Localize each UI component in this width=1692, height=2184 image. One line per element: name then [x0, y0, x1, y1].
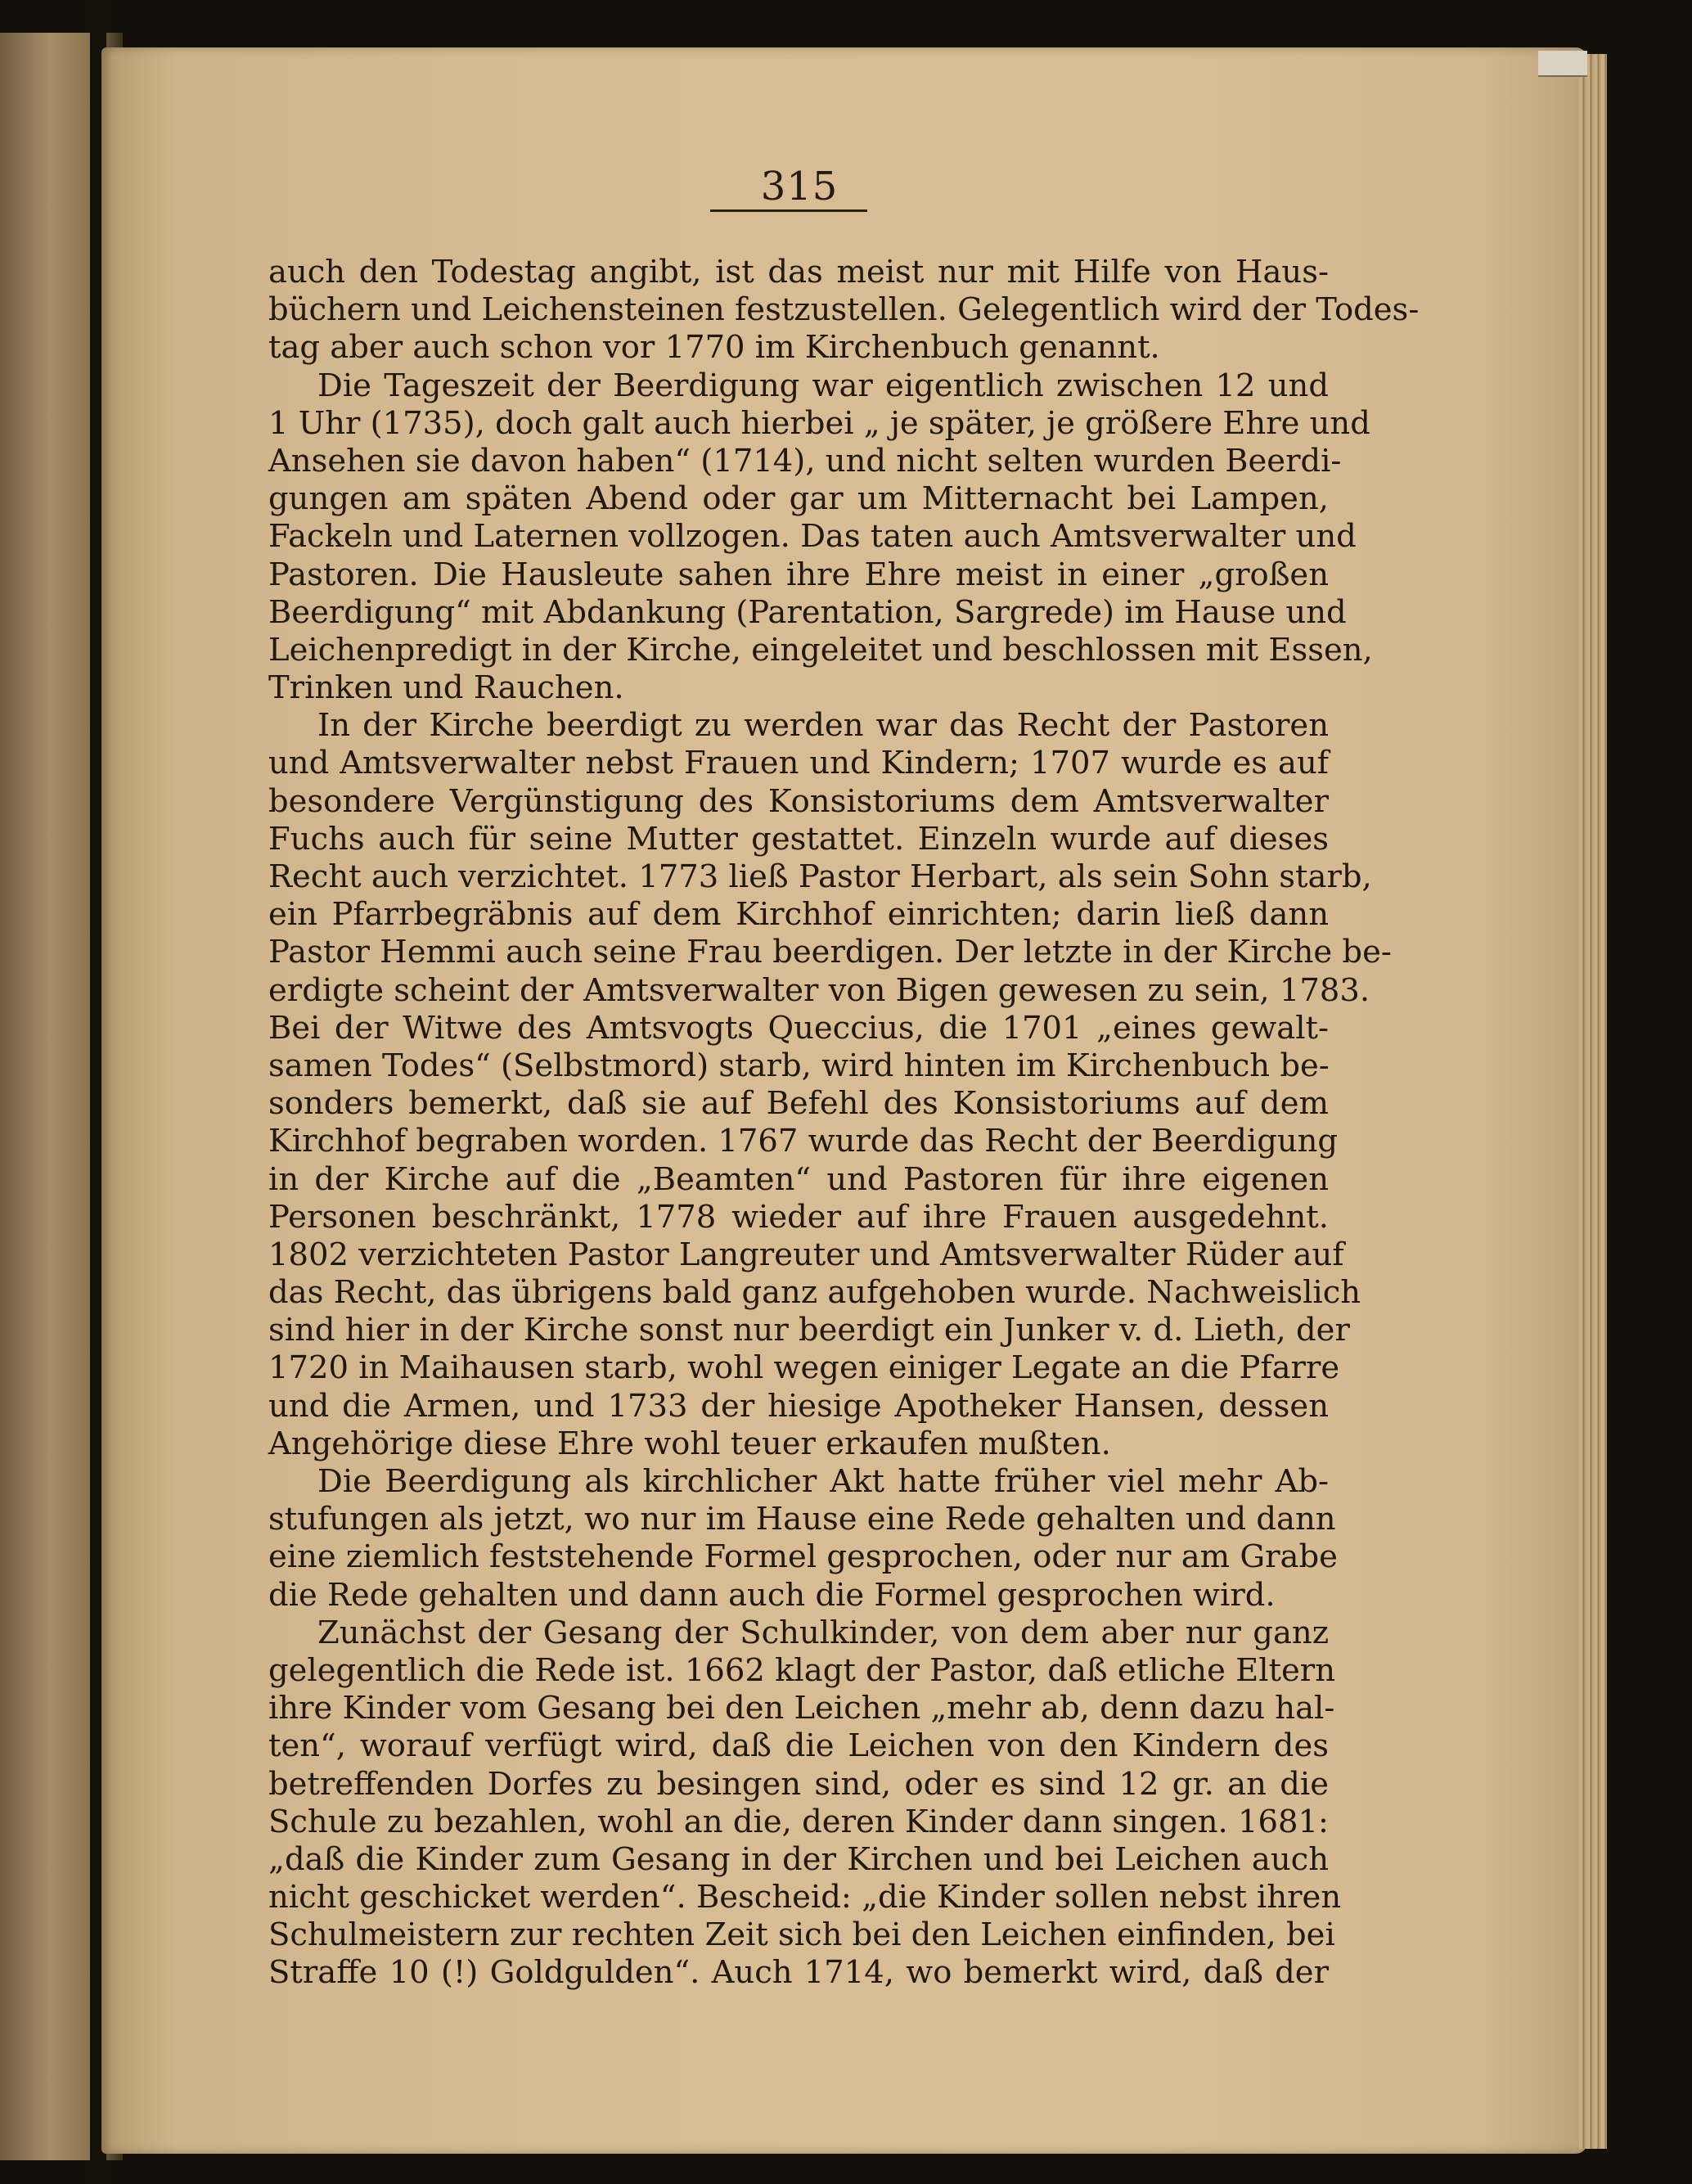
text-line: gelegentlich die Rede ist. 1662 klagt der Pastor, daß etliche Eltern — [268, 1651, 1335, 1689]
text-line: Angehörige diese Ehre wohl teuer erkaufen mußten. — [268, 1425, 1111, 1462]
text-line: ein Pfarrbegräbnis auf dem Kirchhof einrichten; darin ließ dann — [268, 896, 1329, 934]
text-line: erdigte scheint der Amtsverwalter von Bigen gewesen zu sein, 1783. — [268, 971, 1370, 1009]
text-line: ten“, worauf verfügt wird, daß die Leichen von den Kindern des — [268, 1727, 1329, 1765]
text-line: und die Armen, und 1733 der hiesige Apotheker Hansen, dessen — [268, 1387, 1329, 1425]
binding-tab — [1538, 51, 1587, 77]
text-line: Schule zu bezahlen, wohl an die, deren Kinder dann singen. 1681: — [268, 1803, 1329, 1840]
text-line: betreffenden Dorfes zu besingen sind, oder es sind 12 gr. an die — [268, 1765, 1329, 1803]
body-text — [268, 254, 1420, 1993]
text-line: sind hier in der Kirche sonst nur beerdigt ein Junker v. d. Lieth, der — [268, 1312, 1350, 1349]
text-line: 1 Uhr (1735), doch galt auch hierbei „ je später, je größere Ehre und — [268, 404, 1370, 442]
text-line: Recht auch verzichtet. 1773 ließ Pastor Herbart, als sein Sohn starb, — [268, 858, 1372, 895]
text-line: Pastoren. Die Hausleute sahen ihre Ehre meist in einer „großen — [268, 556, 1329, 593]
page-block-edges — [1579, 54, 1607, 2149]
text-line: Die Tageszeit der Beerdigung war eigentlich zwischen 12 und — [317, 367, 1329, 404]
text-line: in der Kirche auf die „Beamten“ und Pastoren für ihre eigenen — [268, 1160, 1329, 1198]
text-line: eine ziemlich feststehende Formel gesprochen, oder nur am Grabe — [268, 1538, 1338, 1576]
text-line: besondere Vergünstigung des Konsistoriums dem Amtsverwalter — [268, 782, 1329, 820]
text-line: gungen am späten Abend oder gar um Mitternacht bei Lampen, — [268, 480, 1329, 518]
text-line: Fuchs auch für seine Mutter gestattet. Einzeln wurde auf dieses — [268, 820, 1329, 858]
text-line: und Amtsverwalter nebst Frauen und Kindern; 1707 wurde es auf — [268, 745, 1329, 782]
text-line: sonders bemerkt, daß sie auf Befehl des Konsistoriums auf dem — [268, 1085, 1329, 1123]
text-line: „daß die Kinder zum Gesang in der Kirchen und bei Leichen auch — [268, 1840, 1329, 1878]
text-line: Straffe 10 (!) Goldgulden“. Auch 1714, wo bemerkt wird, daß der — [268, 1954, 1329, 1992]
text-line: Leichenpredigt in der Kirche, eingeleitet und beschlossen mit Essen, — [268, 631, 1373, 669]
text-line: Fackeln und Laternen vollzogen. Das taten auch Amtsverwalter und — [268, 518, 1357, 556]
text-line: Ansehen sie davon haben“ (1714), und nicht selten wurden Beerdi- — [268, 442, 1342, 480]
text-line: Kirchhof begraben worden. 1767 wurde das Recht der Beerdigung — [268, 1123, 1339, 1160]
page-number-rule — [710, 209, 867, 212]
text-line: 1802 verzichteten Pastor Langreuter und Amtsverwalter Rüder auf — [268, 1236, 1344, 1273]
text-line: auch den Todestag angibt, ist das meist nur mit Hilfe von Haus- — [268, 254, 1329, 290]
text-line: tag aber auch schon vor 1770 im Kirchenbuch genannt. — [268, 329, 1160, 367]
text-line: büchern und Leichensteinen festzustellen. Gelegentlich wird der Todes- — [268, 291, 1420, 329]
text-line: In der Kirche beerdigt zu werden war das Recht der Pastoren — [317, 707, 1329, 745]
text-line: Die Beerdigung als kirchlicher Akt hatte früher viel mehr Ab- — [317, 1463, 1329, 1500]
text-line: stufungen als jetzt, wo nur im Hause eine Rede gehalten und dann — [268, 1501, 1336, 1538]
text-line: Pastor Hemmi auch seine Frau beerdigen. Der letzte in der Kirche be- — [268, 934, 1392, 971]
text-line: das Recht, das übrigens bald ganz aufgehoben wurde. Nachweislich — [268, 1274, 1361, 1312]
text-line: Zunächst der Gesang der Schulkinder, von dem aber nur ganz — [317, 1614, 1329, 1651]
text-line: ihre Kinder vom Gesang bei den Leichen „mehr ab, denn dazu hal- — [268, 1690, 1335, 1727]
text-line: samen Todes“ (Selbstmord) starb, wird hinten im Kirchenbuch be- — [268, 1047, 1330, 1084]
text-line: Schulmeistern zur rechten Zeit sich bei den Leichen einfinden, bei — [268, 1916, 1335, 1954]
text-line: nicht geschicket werden“. Bescheid: „die Kinder sollen nebst ihren — [268, 1879, 1342, 1916]
page-number: 315 — [760, 164, 839, 209]
text-line: die Rede gehalten und dann auch die Formel gesprochen wird. — [268, 1576, 1276, 1614]
text-line: Bei der Witwe des Amtsvogts Queccius, die 1701 „eines gewalt- — [268, 1009, 1329, 1047]
text-line: Personen beschränkt, 1778 wieder auf ihre Frauen ausgedehnt. — [268, 1198, 1329, 1236]
text-line: 1720 in Maihausen starb, wohl wegen einiger Legate an die Pfarre — [268, 1349, 1340, 1387]
text-line: Trinken und Rauchen. — [268, 669, 624, 707]
text-line: Beerdigung“ mit Abdankung (Parentation, Sargrede) im Hause und — [268, 593, 1347, 631]
